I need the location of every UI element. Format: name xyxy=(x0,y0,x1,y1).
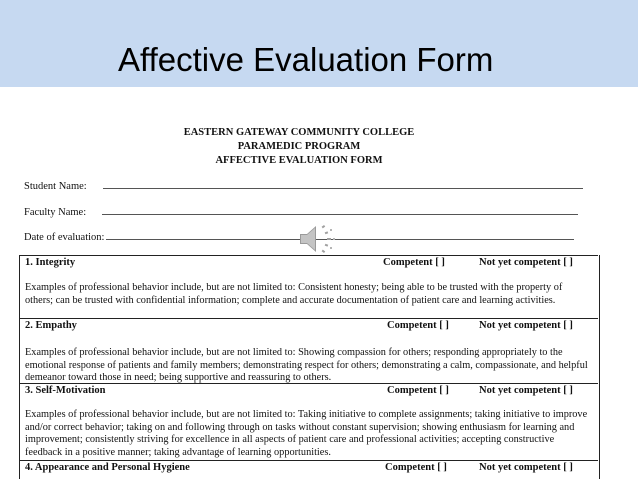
not-yet-competent-checkbox[interactable]: Not yet competent [ ] xyxy=(479,385,573,396)
competent-checkbox[interactable]: Competent [ ] xyxy=(385,462,447,473)
not-yet-competent-checkbox[interactable]: Not yet competent [ ] xyxy=(479,320,573,331)
program-name: PARAMEDIC PROGRAM xyxy=(237,141,361,152)
not-yet-competent-checkbox[interactable]: Not yet competent [ ] xyxy=(479,462,573,473)
section-appearance xyxy=(19,460,598,480)
section-heading: 1. Integrity xyxy=(25,257,76,268)
speaker-icon[interactable] xyxy=(298,222,338,256)
form-name: AFFECTIVE EVALUATION FORM xyxy=(215,155,383,166)
student-name-field[interactable] xyxy=(24,181,583,192)
not-yet-competent-checkbox[interactable]: Not yet competent [ ] xyxy=(479,257,573,268)
date-label: Date of evaluation: xyxy=(24,232,105,243)
faculty-name-field[interactable] xyxy=(24,207,578,218)
section-heading: 4. Appearance and Personal Hygiene xyxy=(25,462,190,473)
competent-checkbox[interactable]: Competent [ ] xyxy=(383,257,445,268)
document-header xyxy=(0,126,638,168)
college-name: EASTERN GATEWAY COMMUNITY COLLEGE xyxy=(183,127,415,138)
section-description: Examples of professional behavior include, but are not limited to: Consistent honesty; being able to be trusted with the property of others; can be trusted with confidential information; complete and accurate documentation of patient care and learning activities. xyxy=(25,282,563,306)
student-name-label: Student Name: xyxy=(24,181,87,192)
date-line[interactable] xyxy=(106,239,574,240)
slide-title: Affective Evaluation Form xyxy=(118,41,494,78)
section-empathy xyxy=(19,318,598,384)
section-self-motivation xyxy=(19,383,598,461)
faculty-name-label: Faculty Name: xyxy=(24,207,87,218)
competent-checkbox[interactable]: Competent [ ] xyxy=(387,320,449,331)
section-heading: 3. Self-Motivation xyxy=(25,385,106,396)
section-heading: 2. Empathy xyxy=(25,320,77,331)
student-name-line[interactable] xyxy=(103,188,583,189)
competent-checkbox[interactable]: Competent [ ] xyxy=(387,385,449,396)
section-description: Examples of professional behavior include, but are not limited to: Showing compassion for others; responding appropriately to the emotional response of patients and family members; demonstrating respect for others; demonstrating a calm, compassionate, and helpful demeanor toward those in need; being supportive and reassuring to others. xyxy=(25,347,588,384)
faculty-name-line[interactable] xyxy=(102,214,578,215)
section-description: Examples of professional behavior include, but are not limited to: Taking initiative to complete assignments; taking initiative to improve and/or correct behavior; taking on and following through on tasks without constant supervision; showing enthusiasm for learning and improvement; consistently striving for excellence in all aspects of patient care and professional activities; accepting constructive feedback in a positive manner; taking advantage of learning opportunities. xyxy=(25,409,588,458)
section-integrity xyxy=(19,255,598,319)
